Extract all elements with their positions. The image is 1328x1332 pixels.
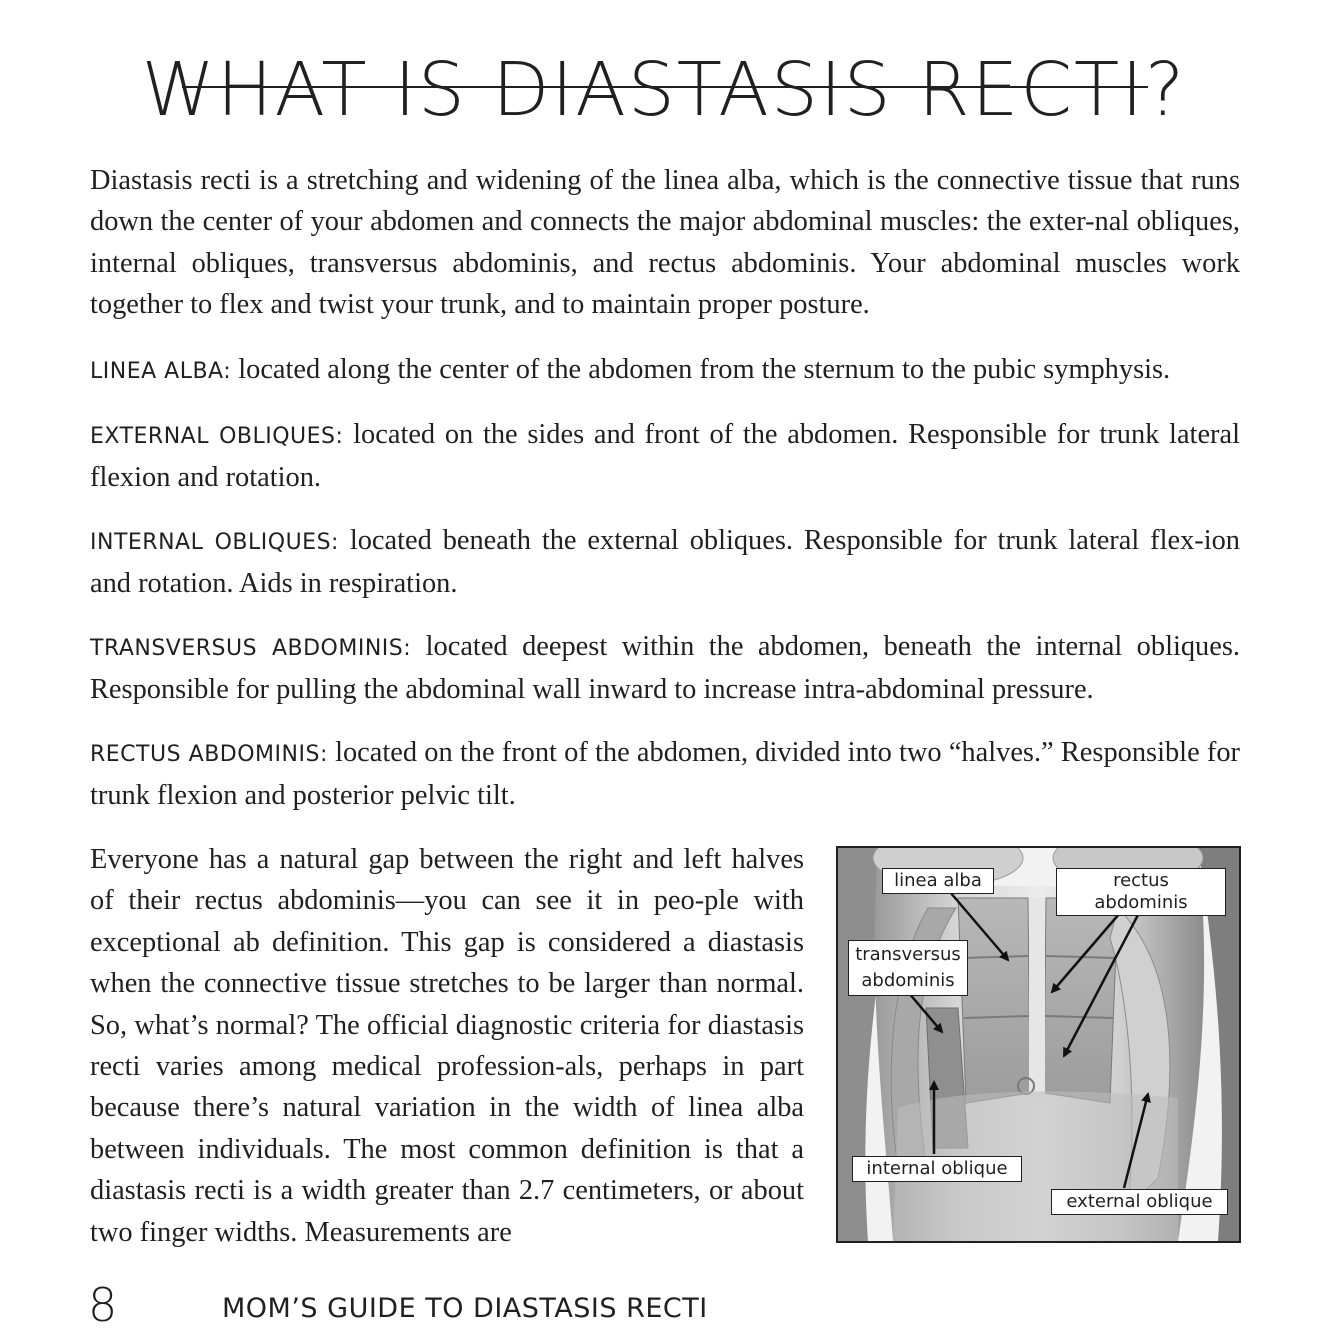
abdominal-muscles-figure (836, 846, 1241, 1243)
definition-term: INTERNAL OBLIQUES: (90, 530, 339, 555)
label-external-oblique: external oblique (1051, 1189, 1228, 1215)
page-title: WHAT IS DIASTASIS RECTI? (141, 46, 1187, 133)
gap-paragraph: Everyone has a natural gap between the right and left halves of their rectus abdominis—you can see it in peo-ple with exceptional ab definition. This gap is considered a diastasis when the connective tissue stretches to be larger than normal. So, what’s normal? The official diagnostic criteria for diastasis recti varies among medical profession-als, perhaps in part because there’s natural variation in the width of linea alba between individuals. The most common definition is that a diastasis recti is a width greater than 2.7 centimeters, or about two finger widths. Measurements are (90, 844, 804, 1248)
title-divider (182, 86, 1148, 88)
label-linea-alba: linea alba (882, 868, 994, 894)
intro-paragraph: Diastasis recti is a stretching and widening of the linea alba, which is the connective tissue that runs down the center of your abdomen and connects the major abdominal muscles: the exter-nal obliques, internal obliques, transversus abdominis, and rectus abdominis. Your abdominal muscles work together to flex and twist your trunk, and to maintain proper posture. (90, 165, 1240, 321)
label-rectus-abdominis: rectus abdominis (1056, 868, 1226, 916)
label-line: abdominis (861, 970, 955, 991)
definition-internal-obliques (90, 520, 1240, 605)
definition-text: located beneath the external obliques. Responsible for trunk lateral flex-ion and rotation. Aids in respiration. (90, 525, 1240, 600)
page-number: 8 (88, 1278, 118, 1332)
label-line: transversus (855, 944, 961, 965)
definition-term: RECTUS ABDOMINIS: (90, 742, 328, 767)
definition-term: TRANSVERSUS ABDOMINIS: (90, 636, 412, 661)
definition-linea-alba (90, 349, 1240, 392)
definition-text: located on the front of the abdomen, divided into two “halves.” Responsible for trunk flexion and posterior pelvic tilt. (90, 737, 1240, 812)
linea-alba-band (1029, 898, 1045, 1098)
label-internal-oblique: internal oblique (852, 1156, 1022, 1182)
definition-text: located deepest within the abdomen, beneath the internal obliques. Responsible for pulling the abdominal wall inward to increase intra-abdominal pressure. (90, 631, 1240, 706)
definition-transversus-abdominis (90, 626, 1240, 711)
definition-term: EXTERNAL OBLIQUES: (90, 424, 344, 449)
running-title: MOM’S GUIDE TO DIASTASIS RECTI (222, 1293, 708, 1324)
rectus-left (958, 898, 1030, 1103)
definition-text: located along the center of the abdomen from the sternum to the pubic symphysis. (238, 354, 1171, 385)
label-transversus-abdominis (848, 940, 968, 996)
definition-term: LINEA ALBA: (90, 359, 232, 384)
definition-text: located on the sides and front of the abdomen. Responsible for trunk lateral flexion and rotation. (90, 419, 1240, 494)
definition-external-obliques (90, 414, 1240, 499)
definition-rectus-abdominis (90, 732, 1240, 817)
